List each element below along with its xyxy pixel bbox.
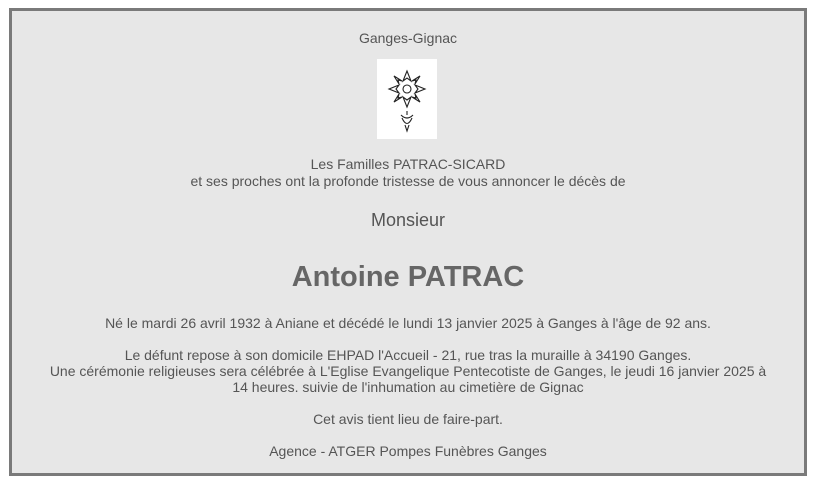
civility-title: Monsieur bbox=[370, 210, 446, 230]
faire-part-line: Cet avis tient lieu de faire-part. bbox=[313, 411, 503, 427]
rest-place-line: Le défunt repose à son domicile EHPAD l'Accueil - 21, rue tras la muraille à 34190 Ganges. bbox=[124, 347, 692, 363]
emblem-frame bbox=[377, 59, 437, 139]
huguenot-cross-icon bbox=[377, 59, 437, 139]
ceremony-line-continued: 14 heures. suivie de l'inhumation au cimetière de Gignac bbox=[232, 379, 584, 395]
families-line: Les Familles PATRAC-SICARD bbox=[310, 156, 506, 172]
agency-line: Agence - ATGER Pompes Funèbres Ganges bbox=[269, 443, 547, 459]
obituary-notice bbox=[9, 8, 807, 476]
announcement-line: et ses proches ont la profonde tristesse de vous annoncer le décès de bbox=[190, 173, 626, 189]
ceremony-line: Une cérémonie religieuses sera célébrée à L'Eglise Evangelique Pentecotiste de Ganges, le jeudi 16 janvier 2025 à bbox=[49, 363, 767, 379]
birth-death-line: Né le mardi 26 avril 1932 à Aniane et décédé le lundi 13 janvier 2025 à Ganges à l'âge de 92 ans. bbox=[105, 315, 711, 331]
deceased-name: Antoine PATRAC bbox=[291, 261, 525, 293]
location-header: Ganges-Gignac bbox=[358, 30, 458, 46]
